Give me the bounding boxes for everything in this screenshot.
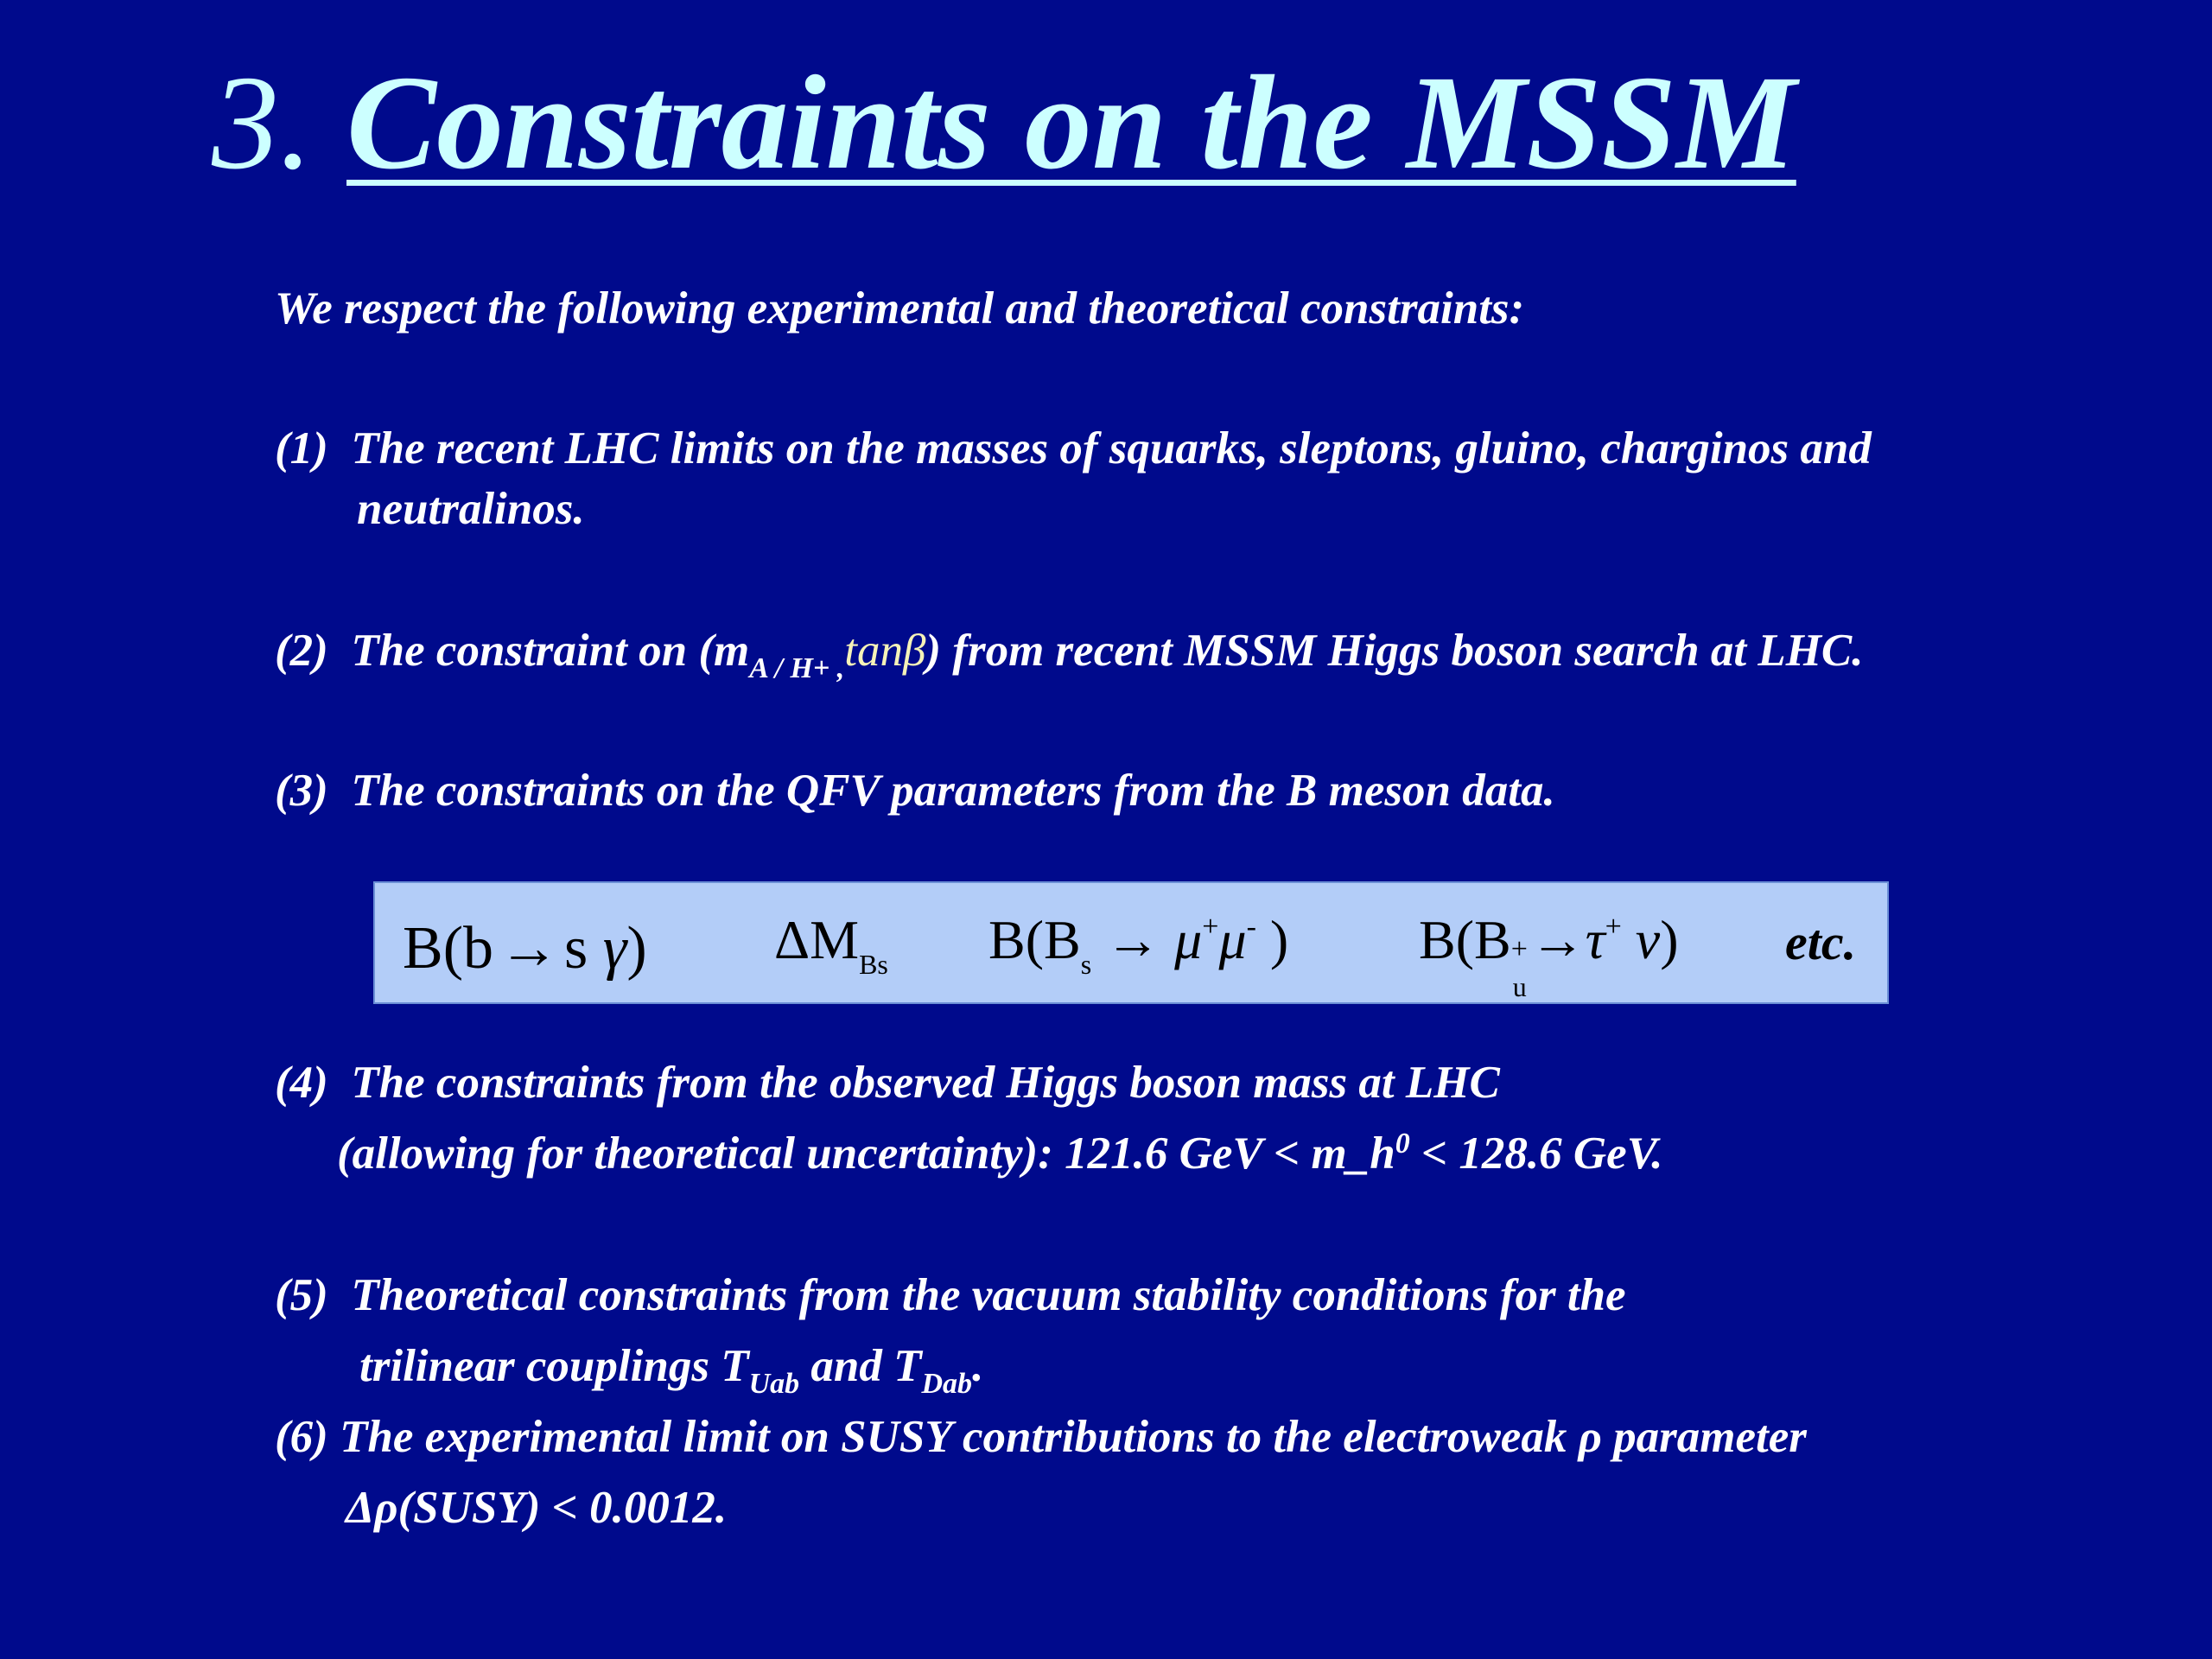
constraint-1-line2: neutralinos. xyxy=(357,484,585,534)
constraint-1-label: (1) xyxy=(275,423,328,474)
constraint-3 xyxy=(275,764,1555,819)
constraint-2-sub: A / H+ , xyxy=(749,652,845,684)
constraint-4-line1: The constraints from the observed Higgs boson mass at LHC xyxy=(351,1058,1500,1108)
constraint-6-label: (6) xyxy=(275,1412,328,1462)
constraint-1-line1: The recent LHC limits on the masses of squarks, sleptons, gluino, charginos and xyxy=(351,423,1872,474)
constraint-2-pre: The constraint on (m xyxy=(351,626,750,676)
constraint-6-line2: Δρ(SUSY) < 0.0012. xyxy=(346,1483,728,1533)
constraint-5-label: (5) xyxy=(275,1270,328,1320)
constraint-6-line1: The experimental limit on SUSY contributions to the electroweak ρ parameter xyxy=(340,1412,1807,1462)
constraint-3-label: (3) xyxy=(275,766,328,816)
title-text: Constraints on the MSSM xyxy=(346,48,1796,197)
constraint-5-line2: trilinear couplings $T_{Uab}$ and $T_{Dab}$. xyxy=(359,1341,984,1400)
formula-bs-to-mumu: $B(B_s \to \mu^+\mu^-$ ) xyxy=(988,909,1289,980)
constraint-3-text: The constraints on the QFV parameters from the B meson data. xyxy=(351,766,1555,816)
constraint-5-line1: Theoretical constraints from the vacuum stability conditions for the xyxy=(351,1270,1626,1320)
formula-box xyxy=(373,881,1889,1004)
constraint-1 xyxy=(275,422,1872,477)
constraint-2-post: ) from recent MSSM Higgs boson search at LHC. xyxy=(925,626,1864,676)
constraint-4-line2: (allowing for theoretical uncertainty): 121.6 GeV < $m\_h^0 < 128.6$ GeV. xyxy=(337,1128,1663,1179)
constraint-6 xyxy=(275,1410,1807,1465)
constraint-4 xyxy=(275,1056,1500,1111)
title-number: 3. xyxy=(212,48,313,197)
constraint-2-label: (2) xyxy=(275,626,328,676)
tan-beta: tanβ xyxy=(844,626,926,676)
formula-bu-to-taunu: B(B + u →τ+ ν) xyxy=(1419,909,1679,1002)
formula-delta-m-bs: $\Delta M_{Bs}$ xyxy=(774,909,888,980)
intro-text: We respect the following experimental and theoretical constraints: xyxy=(275,283,1525,334)
slide-title xyxy=(212,45,1796,200)
formula-b-to-s-gamma: B(b→s γ) xyxy=(403,915,647,982)
constraint-5 xyxy=(275,1268,1626,1324)
constraint-2 xyxy=(275,624,1864,687)
formula-etc: etc. xyxy=(1785,914,1857,970)
constraint-4-label: (4) xyxy=(275,1058,328,1108)
